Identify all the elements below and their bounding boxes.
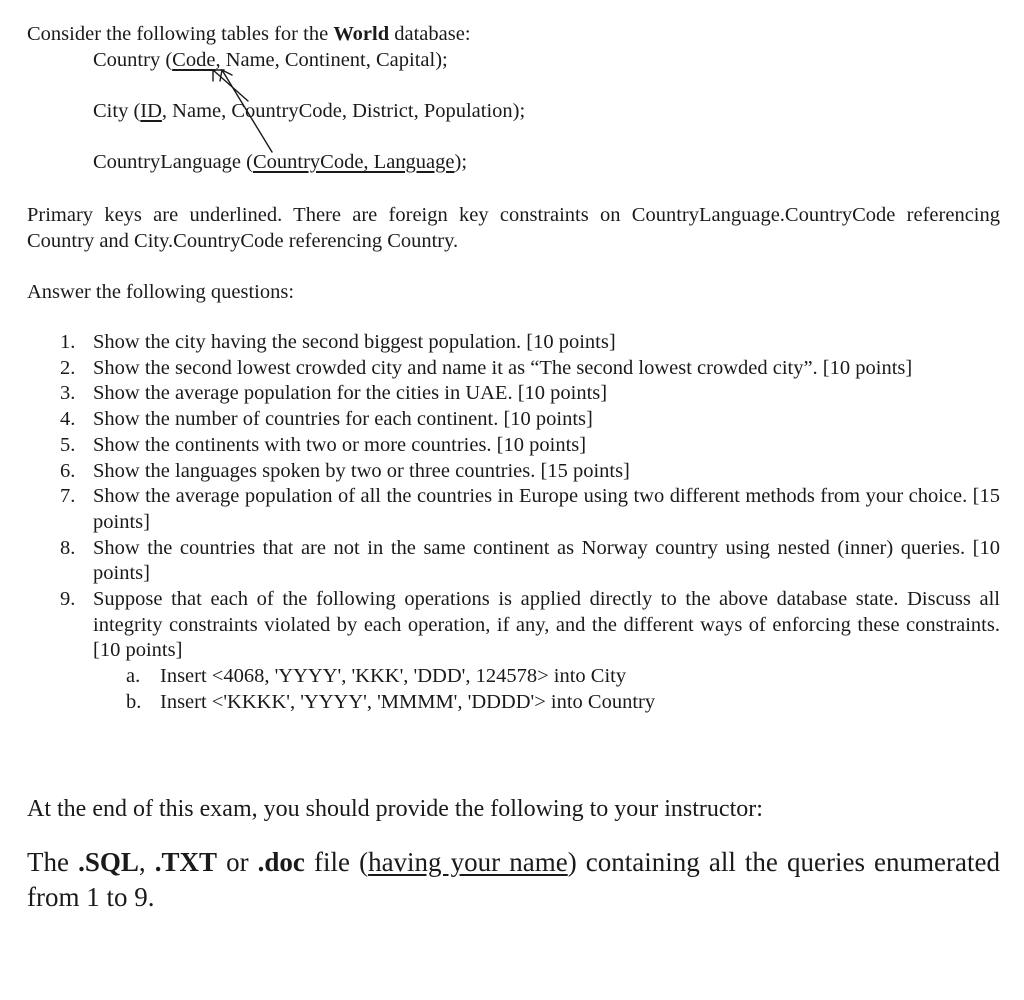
- question-text: Show the second lowest crowded city and name it as “The second lowest crowded city”. [10 points]: [93, 356, 913, 379]
- intro-suffix: database:: [389, 23, 471, 45]
- question-number: 9.: [60, 588, 76, 611]
- database-name: World: [333, 23, 390, 45]
- question-text: Show the continents with two or more countries. [10 points]: [93, 433, 587, 456]
- question-number: 8.: [60, 536, 76, 559]
- question-text: Show the languages spoken by two or three countries. [15 points]: [93, 459, 630, 482]
- having-your-name: having your name: [368, 847, 568, 877]
- ext-doc: .doc: [257, 847, 305, 877]
- question-text: Show the number of countries for each continent. [10 points]: [93, 408, 593, 431]
- footer-rest: ) containing all the queries enumerated from 1 to 9.: [27, 847, 1000, 912]
- question-number: 6.: [60, 459, 76, 482]
- subitem: [0, 664, 1024, 690]
- footer-submission: [27, 845, 1000, 915]
- question-item: [0, 330, 1000, 356]
- question-text: Show the countries that are not in the same continent as Norway country using nested (inner) queries. [10 points]: [93, 536, 1000, 585]
- ext-sql: .SQL: [78, 847, 139, 877]
- schema-country-rest: , Name, Continent, Capital);: [215, 49, 448, 71]
- question-item: [0, 459, 1000, 485]
- question-number: 1.: [60, 331, 76, 353]
- question-text: Show the city having the second biggest population. [10 points]: [93, 331, 616, 353]
- question-text: Show the average population of all the countries in Europe using two different methods from your choice. [15 points]: [93, 485, 1000, 533]
- keys-note: Primary keys are underlined. There are foreign key constraints on CountryLanguage.CountryCode referencing Country and City.CountryCode referencing Country.: [27, 204, 1000, 252]
- question-number: 5.: [60, 433, 76, 456]
- schema-language-name: CountryLanguage (: [93, 151, 253, 173]
- subitem-text: Insert <4068, 'YYYY', 'KKK', 'DDD', 124578> into City: [160, 665, 627, 688]
- schema-city-rest: , Name, CountryCode, District, Population);: [161, 100, 526, 122]
- question-item: [0, 587, 1000, 664]
- schema-country: [93, 48, 448, 72]
- footer-sep: ,: [138, 847, 155, 877]
- schema-city-key: ID: [140, 100, 162, 122]
- schema-language-key: CountryCode, Language: [252, 151, 455, 173]
- subitem-text: Insert <'KKKK', 'YYYY', 'MMMM', 'DDDD'> into Country: [160, 690, 656, 713]
- footer-instruction: At the end of this exam, you should provide the following to your instructor:: [27, 796, 763, 822]
- schema-language-rest: );: [454, 151, 468, 173]
- question-item: [0, 356, 1000, 382]
- schema-city: [93, 99, 525, 123]
- question-number: 7.: [60, 485, 76, 508]
- question-item: [0, 536, 1000, 587]
- fk-arrow-city-to-country: [213, 70, 248, 101]
- question-text: Suppose that each of the following operations is applied directly to the above database state. Discuss all integrity constraints violated by each operation, if any, and the different ways of enforcing these constraints. [10 points]: [93, 588, 1000, 662]
- footer-file: file (: [304, 847, 369, 877]
- schema-country-name: Country (: [93, 49, 173, 71]
- question-item: [0, 407, 1000, 433]
- question-number: 2.: [60, 356, 76, 379]
- subitem: [0, 690, 1024, 716]
- question-item: [0, 381, 1000, 407]
- intro-line: [27, 22, 471, 46]
- question-item: [0, 433, 1000, 459]
- schema-city-name: City (: [93, 100, 141, 122]
- schema-countrylanguage: [93, 150, 467, 174]
- subitem-letter: a.: [126, 665, 141, 688]
- subitem-letter: b.: [126, 690, 142, 713]
- intro-prefix: Consider the following tables for the: [27, 23, 334, 45]
- ext-txt: .TXT: [154, 847, 217, 877]
- question-list: [0, 330, 1024, 716]
- schema-country-key: Code: [172, 49, 216, 71]
- question-number: 4.: [60, 408, 76, 431]
- question-number: 3.: [60, 382, 76, 405]
- answer-prompt: Answer the following questions:: [27, 281, 295, 303]
- footer-the: The: [27, 847, 79, 877]
- question-text: Show the average population for the cities in UAE. [10 points]: [93, 382, 608, 405]
- question-item: [0, 484, 1000, 535]
- footer-or: or: [216, 847, 258, 877]
